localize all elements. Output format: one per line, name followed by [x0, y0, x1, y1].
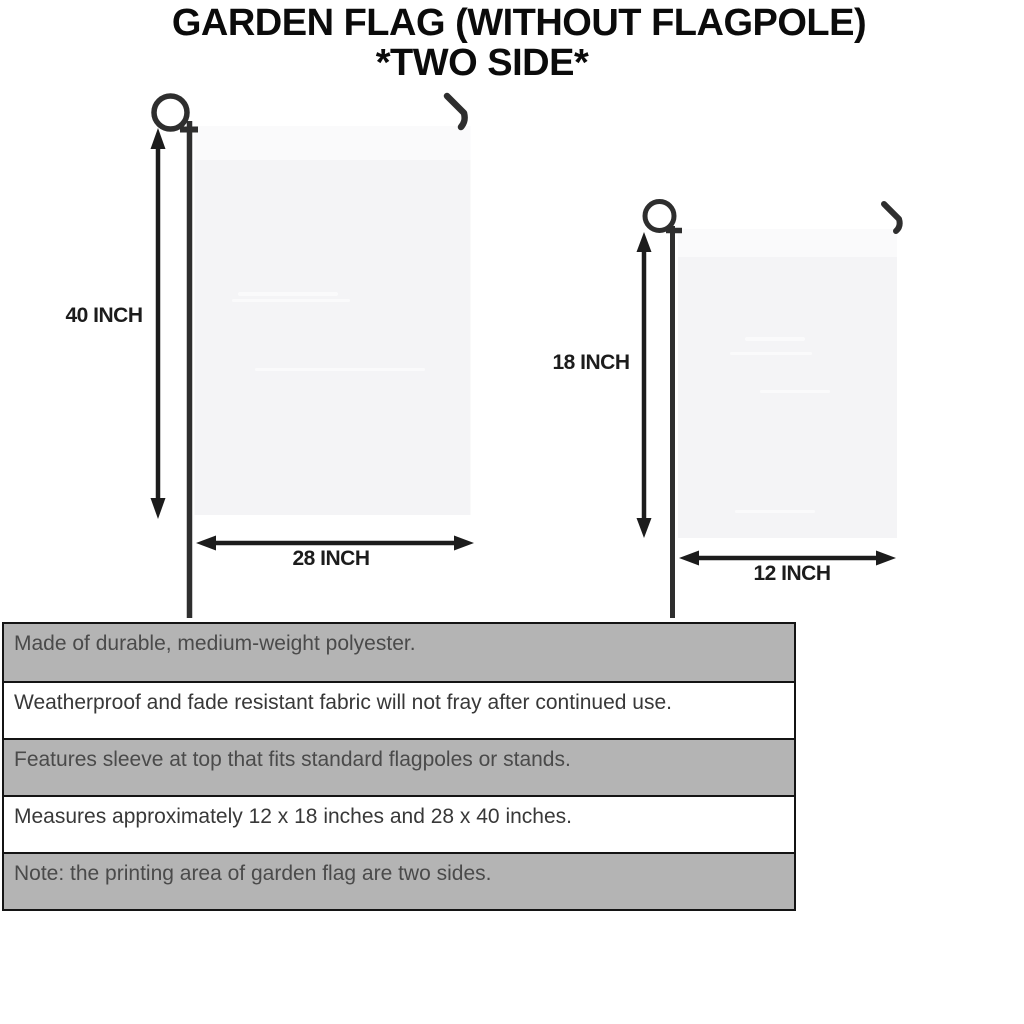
feature-text: Note: the printing area of garden flag are two sides.	[14, 862, 492, 885]
arrow-up-icon	[637, 232, 652, 252]
large-flag-fabric-streak	[255, 368, 425, 371]
feature-text: Features sleeve at top that fits standard flagpoles or stands.	[14, 748, 571, 771]
feature-row	[4, 852, 794, 909]
small-flag-fabric-streak	[735, 510, 815, 513]
small-flag-fabric-streak	[760, 390, 830, 393]
feature-text: Made of durable, medium-weight polyester.	[14, 632, 416, 655]
large-flag-fabric-streak	[232, 299, 350, 302]
arrow-right-icon	[454, 536, 474, 551]
large-flag-canvas	[195, 126, 471, 515]
large-flag-hanger-loop-icon	[154, 96, 187, 129]
features-table	[2, 622, 796, 911]
small-flag-height-arrow	[637, 232, 652, 538]
feature-row	[4, 624, 794, 681]
large-flag-height-label: 40 INCH	[65, 304, 143, 327]
page-title: GARDEN FLAG (WITHOUT FLAGPOLE)	[171, 2, 867, 44]
small-flag-height-label: 18 INCH	[552, 351, 630, 374]
feature-row	[4, 738, 794, 795]
arrow-down-icon	[637, 518, 652, 538]
large-flag-diagram	[151, 96, 475, 618]
arrow-left-icon	[196, 536, 216, 551]
large-flag-rod-hook-icon	[447, 96, 465, 127]
feature-text: Measures approximately 12 x 18 inches and 28 x 40 inches.	[14, 805, 572, 828]
small-flag-width-label: 12 INCH	[753, 562, 831, 585]
large-flag-sleeve	[195, 126, 471, 160]
small-flag-fabric-streak	[745, 337, 805, 341]
arrow-up-icon	[151, 128, 166, 149]
small-flag-diagram	[637, 202, 900, 619]
small-flag-rod-hook-icon	[884, 204, 900, 231]
feature-text: Weatherproof and fade resistant fabric will not fray after continued use.	[14, 691, 672, 714]
arrow-right-icon	[876, 551, 896, 566]
arrow-left-icon	[679, 551, 699, 566]
small-flag-sleeve	[678, 229, 897, 257]
large-flag-width-label: 28 INCH	[292, 547, 370, 570]
page-subtitle: *TWO SIDE*	[375, 42, 589, 84]
large-flag-height-arrow	[151, 128, 166, 519]
large-flag-fabric-streak	[238, 292, 338, 296]
feature-row	[4, 795, 794, 852]
arrow-down-icon	[151, 498, 166, 519]
small-flag-canvas	[678, 229, 897, 538]
small-flag-fabric-streak	[730, 352, 812, 355]
feature-row	[4, 681, 794, 738]
small-flag-hanger-loop-icon	[645, 202, 674, 231]
